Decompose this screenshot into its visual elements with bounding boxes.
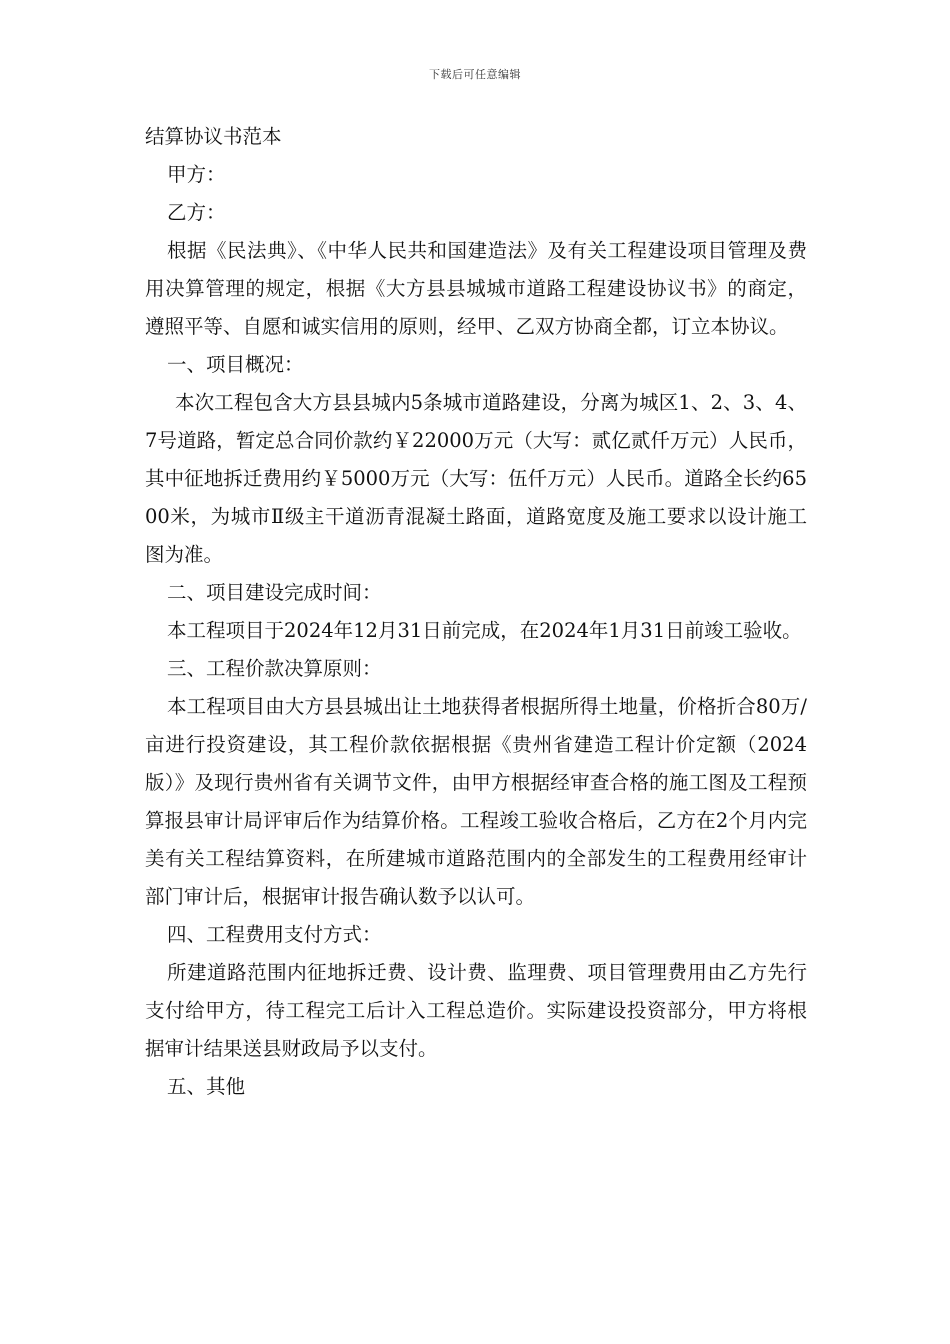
document-body [145, 118, 807, 1106]
section-heading: 四、工程费用支付方式： [167, 923, 382, 946]
intro-paragraph: 根据《民法典》、《中华人民共和国建造法》及有关工程建设项目管理及费用决算管理的规定，根据《大方县县城城市道路工程建设协议书》的商定，遵照平等、自愿和诚实信用的原则，经甲、乙双方协商全都，订立本协议。 [145, 239, 807, 338]
section-body: 本工程项目于2024年12月31日前完成，在2024年1月31日前竣工验收。 [167, 619, 802, 642]
section-heading: 一、项目概况： [167, 353, 304, 376]
section-heading: 五、其他 [167, 1075, 246, 1098]
party-b-line: 乙方： [167, 201, 226, 224]
section-body: 所建道路范围内征地拆迁费、设计费、监理费、项目管理费用由乙方先行支付给甲方，待工程完工后计入工程总造价。实际建设投资部分，甲方将根据审计结果送县财政局予以支付。 [145, 961, 807, 1060]
header-note: 下载后可任意编辑 [429, 68, 521, 81]
section-heading: 三、工程价款决算原则： [167, 657, 382, 680]
section-heading: 二、项目建设完成时间： [167, 581, 382, 604]
document-title: 结算协议书范本 [145, 125, 282, 148]
section-body: 本次工程包含大方县县城内5条城市道路建设，分离为城区1、2、3、4、7号道路，暂定总合同价款约￥22000万元（大写：贰亿贰仟万元）人民币，其中征地拆迁费用约￥5000万元（大写：伍仟万元）人民币。道路全长约6500米，为城市Ⅱ级主干道沥青混凝土路面，道路宽度及施工要求以设计施工图为准。 [145, 391, 807, 566]
party-a-line: 甲方： [167, 163, 226, 186]
section-body: 本工程项目由大方县县城出让土地获得者根据所得土地量，价格折合80万/亩进行投资建设，其工程价款依据根据《贵州省建造工程计价定额（2024版）》及现行贵州省有关调节文件，由甲方根据经审查合格的施工图及工程预算报县审计局评审后作为结算价格。工程竣工验收合格后，乙方在2个月内完美有关工程结算资料，在所建城市道路范围内的全部发生的工程费用经审计部门审计后，根据审计报告确认数予以认可。 [145, 695, 807, 908]
